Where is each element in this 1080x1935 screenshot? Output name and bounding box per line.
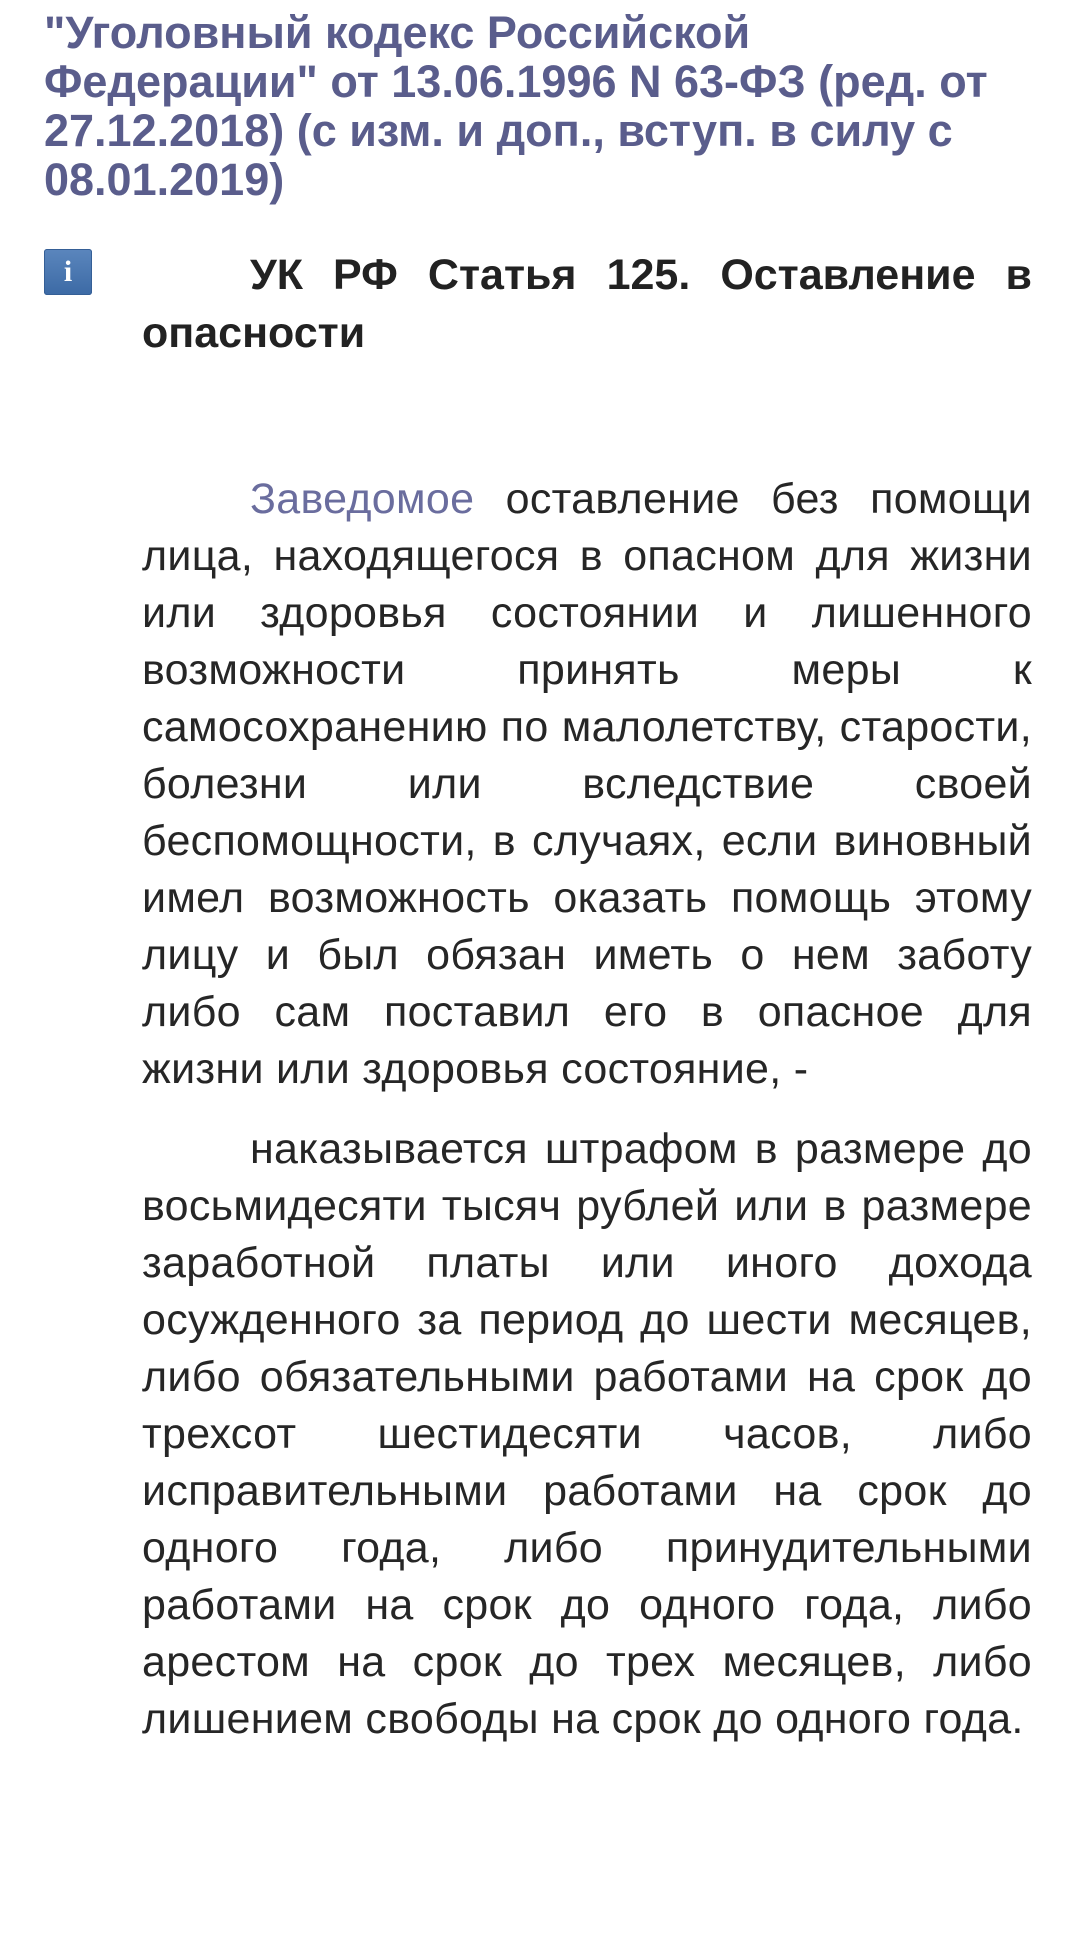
info-icon[interactable]: i	[44, 249, 92, 295]
article-paragraph-2: наказывается штрафом в размере до восьмидесяти тысяч рублей или в размере заработной платы или иного дохода осужденного за период до шести месяцев, либо обязательными работами на срок до трехсот шестидесяти часов, либо исправительными работами на срок до одного года, либо принудительными работами на срок до одного года, либо арестом на срок до трех месяцев, либо лишением свободы на срок до одного года.	[142, 1125, 1032, 1743]
document-title[interactable]: "Уголовный кодекс Российской Федерации" от 13.06.1996 N 63-ФЗ (ред. от 27.12.2018) (с изм. и доп., вступ. в силу с 08.01.2019)	[44, 7, 988, 205]
article-paragraph-1	[142, 471, 1032, 1098]
paragraph-1-text: оставление без помощи лица, находящегося в опасном для жизни или здоровья состоянии и лишенного возможности принять меры к самосохранению по малолетству, старости, болезни или вследствие своей беспомощности, в случаях, если виновный имел возможность оказать помощь этому лицу и был обязан иметь о нем заботу либо сам поставил его в опасное для жизни или здоровья состояние, -	[142, 475, 1032, 1093]
article-heading: УК РФ Статья 125. Оставление в опасности	[142, 251, 1032, 357]
term-link-zavedomoe[interactable]: Заведомое	[250, 475, 475, 523]
article-body	[142, 471, 1032, 1748]
